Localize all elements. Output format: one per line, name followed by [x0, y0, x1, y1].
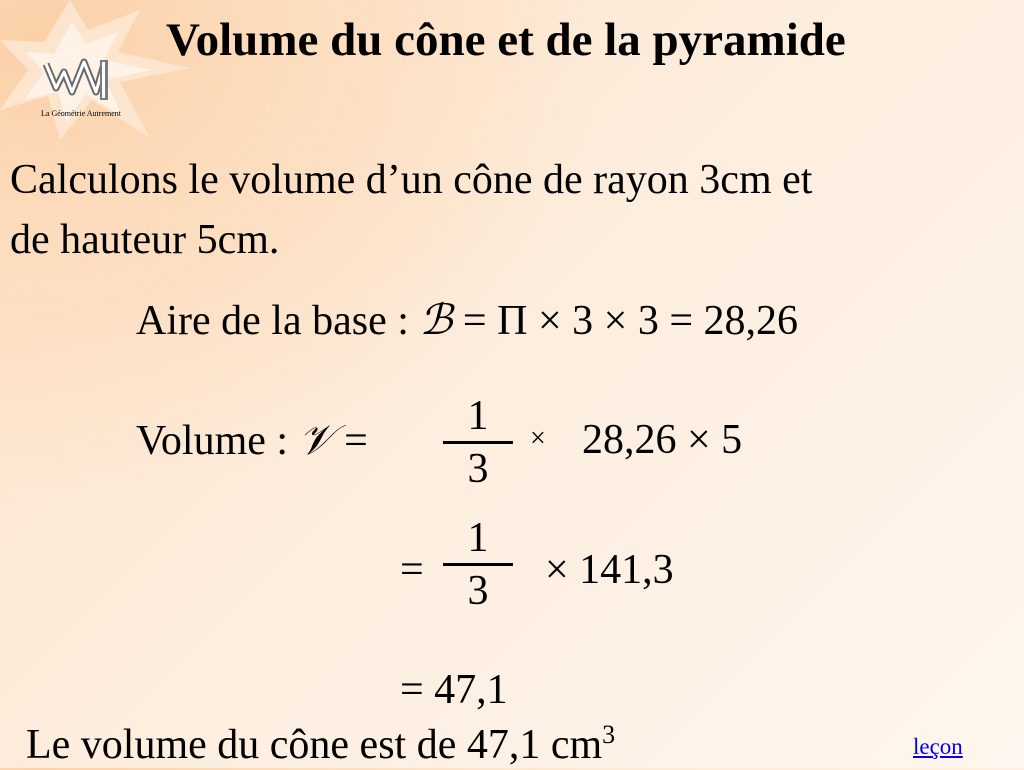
step2-expression: × 141,3 — [545, 547, 674, 593]
fraction-numerator: 1 — [467, 393, 489, 439]
fraction-numerator: 1 — [467, 515, 489, 561]
base-area-equation — [136, 295, 798, 346]
intro-line-2: de hauteur 5cm. — [10, 217, 280, 263]
step2-equals: = — [400, 547, 424, 593]
volume-equals: = — [333, 418, 368, 464]
volume-label: Volume : — [136, 418, 299, 464]
conclusion-exponent: 3 — [602, 720, 616, 749]
fraction-denominator: 3 — [467, 446, 489, 492]
logo-caption: La Géométrie Autrement — [41, 109, 121, 118]
lecon-link[interactable]: leçon — [913, 734, 963, 759]
times-sign: × — [530, 423, 546, 454]
fraction-bar — [443, 441, 513, 444]
fraction-denominator: 3 — [467, 568, 489, 614]
base-symbol: ℬ — [419, 295, 453, 344]
intro-line-1: Calculons le volume d’un cône de rayon 3cm et — [10, 157, 813, 203]
fraction-bar — [443, 563, 513, 566]
base-area-label: Aire de la base : — [136, 298, 420, 344]
conclusion-text: Le volume du cône est de 47,1 cm — [26, 722, 603, 768]
slide-title: Volume du cône et de la pyramide — [166, 14, 846, 66]
step3-result: = 47,1 — [400, 667, 508, 713]
step2-fraction — [443, 515, 513, 614]
volume-fraction — [443, 393, 513, 492]
conclusion — [26, 720, 615, 770]
base-area-expression: = Π × 3 × 3 = 28,26 — [452, 298, 798, 344]
volume-label-group — [136, 415, 368, 466]
volume-symbol: 𝒱 — [298, 415, 334, 464]
volume-expression: 28,26 × 5 — [582, 417, 743, 463]
